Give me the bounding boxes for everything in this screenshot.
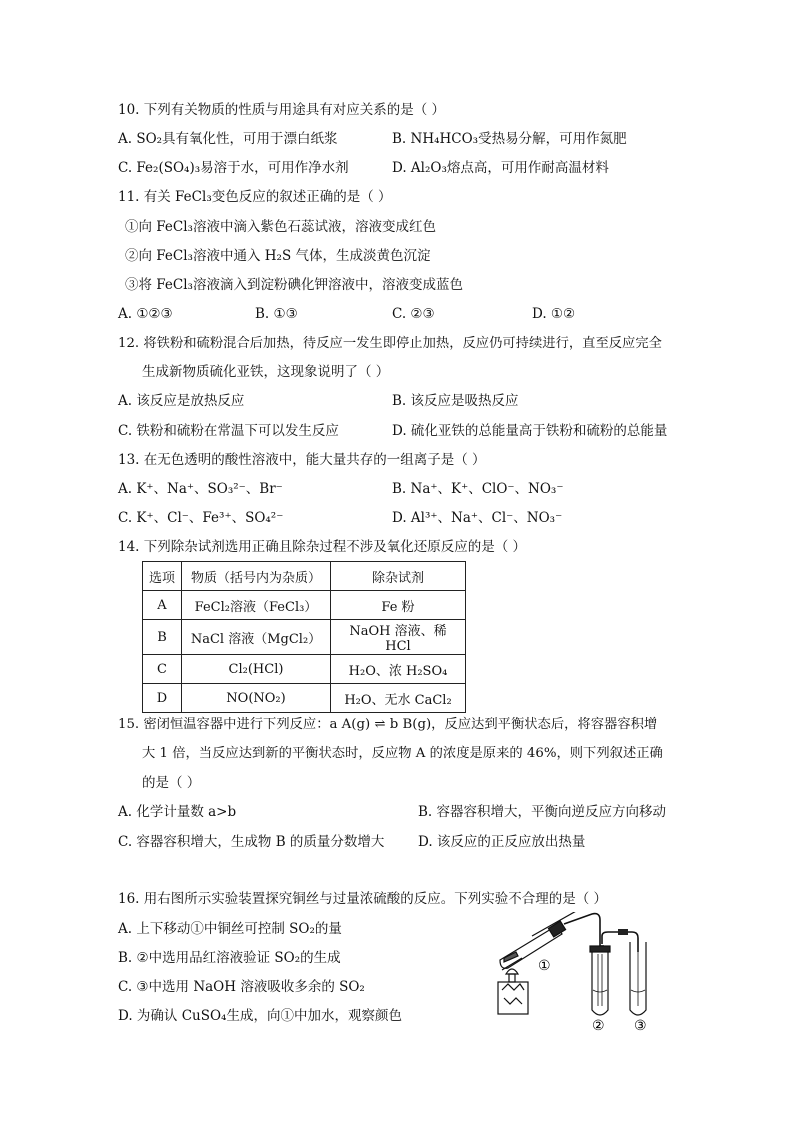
table-cell: NaCl 溶液（MgCl₂） bbox=[182, 620, 331, 655]
q16-option-d: D. 为确认 CuSO₄生成，向①中加水，观察颜色 bbox=[118, 1008, 402, 1024]
table-cell: NaOH 溶液、稀 HCl bbox=[331, 620, 466, 655]
q14-table bbox=[142, 561, 466, 713]
label-3: ③ bbox=[634, 1018, 647, 1032]
q13-stem: 13. 在无色透明的酸性溶液中，能大量共存的一组离子是（ ） bbox=[118, 452, 486, 468]
table-row bbox=[143, 655, 466, 684]
label-2: ② bbox=[592, 1018, 605, 1032]
q13-option-c: C. K⁺、Cl⁻、Fe³⁺、SO₄²⁻ bbox=[118, 510, 284, 526]
q16-option-c: C. ③中选用 NaOH 溶液吸收多余的 SO₂ bbox=[118, 979, 365, 995]
q11-option-b: B. ①③ bbox=[255, 306, 298, 322]
table-cell: B bbox=[143, 620, 182, 655]
q12-stem-line1: 12. 将铁粉和硫粉混合后加热，待反应一发生即停止加热，反应仍可持续进行，直至反应完全 bbox=[118, 336, 662, 351]
q11-option-d: D. ①② bbox=[532, 306, 576, 322]
test-tube-2-icon bbox=[590, 946, 610, 1015]
table-row bbox=[143, 684, 466, 713]
table-cell: C bbox=[143, 655, 182, 684]
table-cell: Fe 粉 bbox=[331, 591, 466, 620]
table-cell: NO(NO₂) bbox=[182, 684, 331, 713]
q15-stem-line2: 大 1 倍，当反应达到新的平衡状态时，反应物 A 的浓度是原来的 46%，则下列叙述正确 bbox=[142, 746, 663, 761]
q10-option-b: B. NH₄HCO₃受热易分解，可用作氮肥 bbox=[392, 131, 627, 147]
q12-stem-line2: 生成新物质硫化亚铁，这现象说明了（ ） bbox=[142, 364, 390, 380]
q11-stem: 11. 有关 FeCl₃变色反应的叙述正确的是（ ） bbox=[118, 189, 392, 205]
q16-option-a: A. 上下移动①中铜丝可控制 SO₂的量 bbox=[118, 921, 342, 937]
table-cell: H₂O、无水 CaCl₂ bbox=[331, 684, 466, 713]
label-1: ① bbox=[538, 958, 551, 974]
table-cell: FeCl₂溶液（FeCl₃） bbox=[182, 591, 331, 620]
q10-option-c: C. Fe₂(SO₄)₃易溶于水，可用作净水剂 bbox=[118, 160, 349, 176]
alcohol-lamp-icon bbox=[498, 969, 528, 1014]
table-row bbox=[143, 591, 466, 620]
q13-option-d: D. Al³⁺、Na⁺、Cl⁻、NO₃⁻ bbox=[392, 510, 563, 526]
q15-option-b: B. 容器容积增大，平衡向逆反应方向移动 bbox=[418, 804, 667, 820]
q15-stem-line1: 15. 密闭恒温容器中进行下列反应：a A(g) ⇌ b B(g)，反应达到平衡状态后，将容器容积增 bbox=[118, 717, 658, 732]
table-header: 除杂试剂 bbox=[331, 562, 466, 591]
q10-stem: 10. 下列有关物质的性质与用途具有对应关系的是（ ） bbox=[118, 102, 446, 118]
table-cell: H₂O、浓 H₂SO₄ bbox=[331, 655, 466, 684]
q12-option-b: B. 该反应是吸热反应 bbox=[392, 393, 519, 409]
q11-statement-1: ①向 FeCl₃溶液中滴入紫色石蕊试液，溶液变成红色 bbox=[125, 219, 436, 235]
q14-stem: 14. 下列除杂试剂选用正确且除杂过程不涉及氧化还原反应的是（ ） bbox=[118, 539, 527, 555]
table-header-row bbox=[143, 562, 466, 591]
table-cell: A bbox=[143, 591, 182, 620]
q11-option-c: C. ②③ bbox=[392, 306, 435, 322]
q15-option-a: A. 化学计量数 a>b bbox=[118, 804, 237, 820]
table-cell: Cl₂(HCl) bbox=[182, 655, 331, 684]
q13-option-b: B. Na⁺、K⁺、ClO⁻、NO₃⁻ bbox=[392, 481, 564, 497]
q10-option-d: D. Al₂O₃熔点高，可用作耐高温材料 bbox=[392, 160, 609, 176]
table-cell: D bbox=[143, 684, 182, 713]
test-tube-3-icon bbox=[630, 942, 646, 1015]
q11-option-a: A. ①②③ bbox=[118, 306, 173, 322]
q15-stem-line3: 的是（ ） bbox=[142, 775, 201, 791]
q11-statement-2: ②向 FeCl₃溶液中通入 H₂S 气体，生成淡黄色沉淀 bbox=[125, 248, 431, 264]
q10-option-a: A. SO₂具有氧化性，可用于漂白纸浆 bbox=[118, 131, 338, 147]
q13-option-a: A. K⁺、Na⁺、SO₃²⁻、Br⁻ bbox=[118, 481, 283, 497]
q16-option-b: B. ②中选用品红溶液验证 SO₂的生成 bbox=[118, 950, 341, 966]
experiment-apparatus-diagram bbox=[492, 912, 682, 1032]
q12-option-c: C. 铁粉和硫粉在常温下可以发生反应 bbox=[118, 423, 339, 439]
q16-stem: 16. 用右图所示实验装置探究铜丝与过量浓硫酸的反应。下列实验不合理的是（ ） bbox=[118, 891, 608, 907]
table-header: 选项 bbox=[143, 562, 182, 591]
q12-option-a: A. 该反应是放热反应 bbox=[118, 393, 245, 409]
q15-option-d: D. 该反应的正反应放出热量 bbox=[418, 834, 586, 850]
table-row bbox=[143, 620, 466, 655]
q12-option-d: D. 硫化亚铁的总能量高于铁粉和硫粉的总能量 bbox=[392, 423, 668, 439]
table-header: 物质（括号内为杂质） bbox=[182, 562, 331, 591]
q15-option-c: C. 容器容积增大，生成物 B 的质量分数增大 bbox=[118, 834, 385, 850]
q11-statement-3: ③将 FeCl₃溶液滴入到淀粉碘化钾溶液中，溶液变成蓝色 bbox=[125, 277, 463, 293]
